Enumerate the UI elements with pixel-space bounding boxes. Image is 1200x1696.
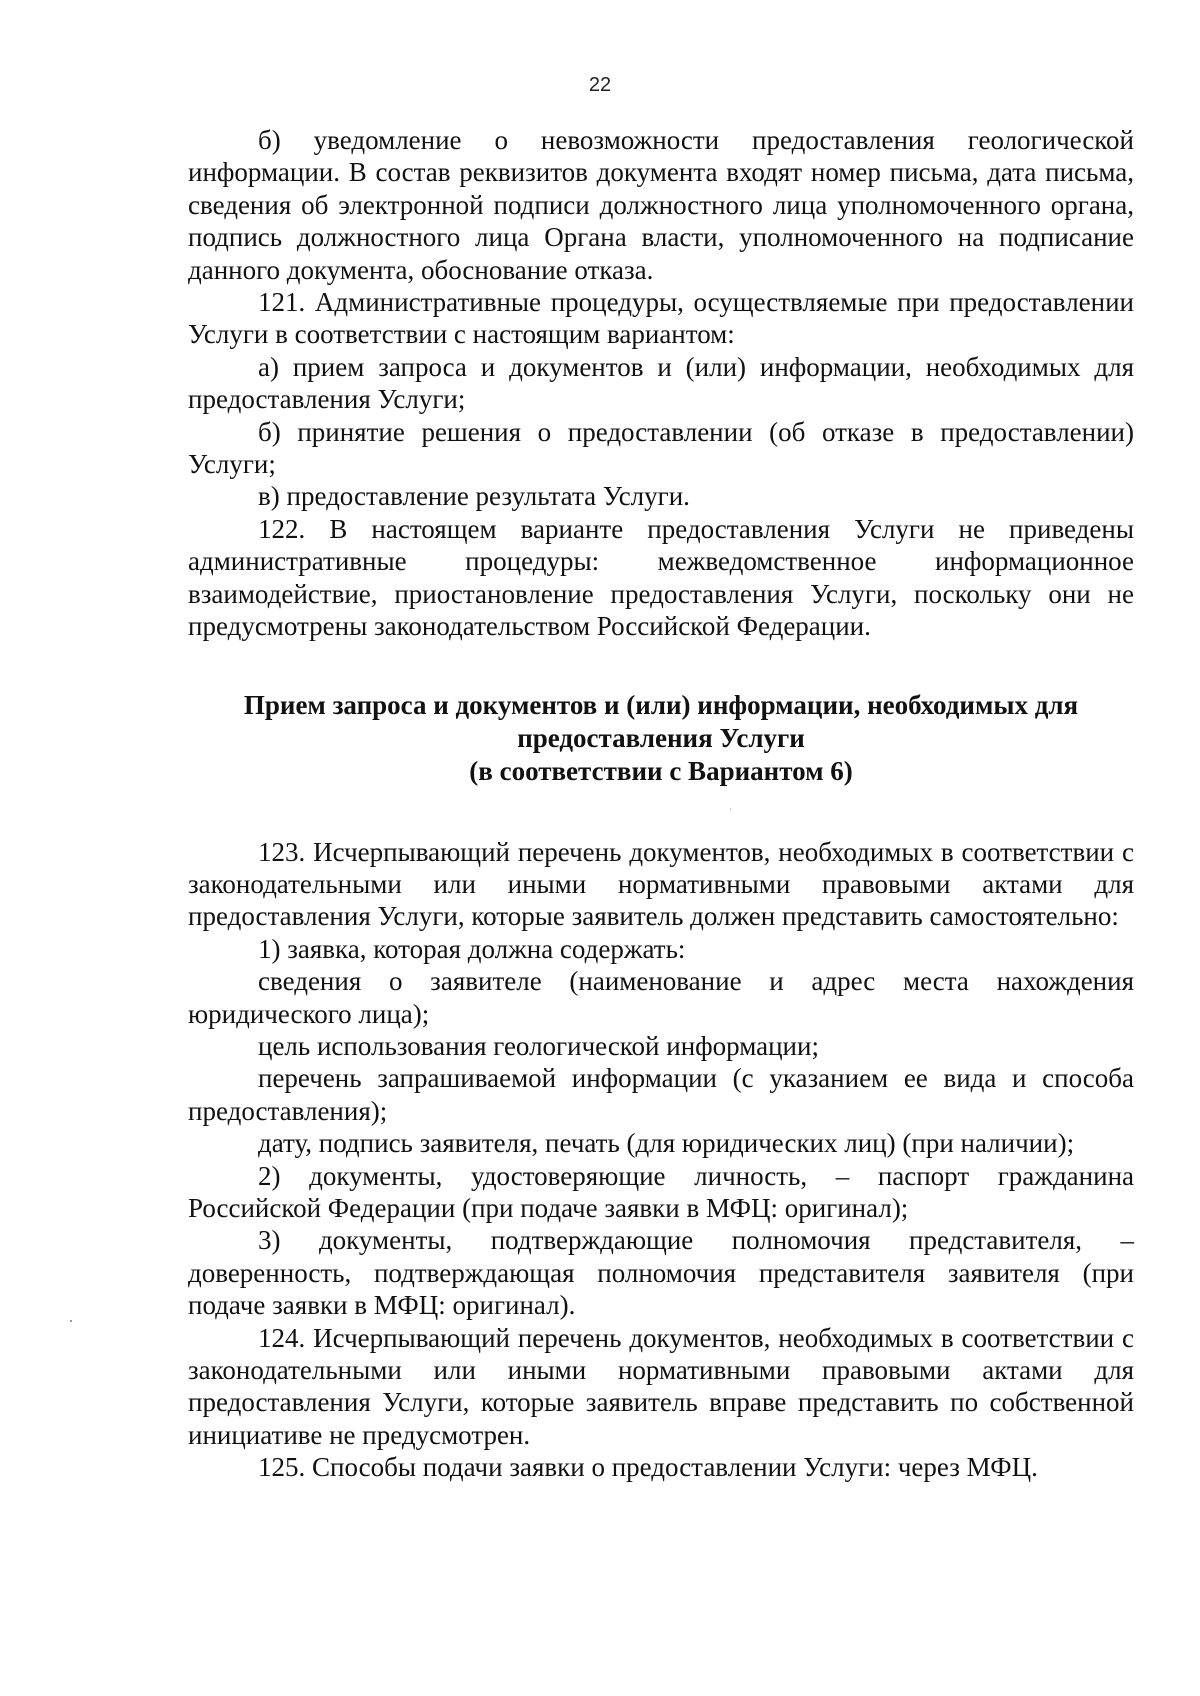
list-item-a: а) прием запроса и документов и (или) информации, необходимых для предоставления Услуги; [188,351,1134,415]
sub-item-requested-info: перечень запрашиваемой информации (с указанием ее вида и способа предоставления); [188,1063,1134,1126]
list-item-1: 1) заявка, которая должна содержать: [258,933,686,964]
list-item-3: 3) документы, подтверждающие полномочия представителя, – доверенность, подтверждающая полномочия представителя заявителя (при подаче заявки в МФЦ: оригинал). [188,1225,1134,1321]
sub-item-date-signature: дату, подпись заявителя, печать (для юридических лиц) (при наличии); [258,1128,1075,1159]
sub-item-applicant-info: сведения о заявителе (наименование и адрес места нахождения юридического лица); [188,966,1134,1029]
paragraph-121: 121. Административные процедуры, осуществляемые при предоставлении Услуги в соответствии с настоящим вариантом: [188,287,1134,350]
paragraph-b-notice: б) уведомление о невозможности предоставления геологической информации. В состав реквизитов документа входят номер письма, дата письма, сведения об электронной подписи должностного лица уполномоченного органа, подпись должностного лица Органа власти, уполномоченного на подписание данного документа, обоснование отказа. [188,125,1134,285]
paragraph-122: 122. В настоящем варианте предоставления Услуги не приведены административные процедуры: межведомственное информационное взаимодействие, приостановление предоставления Услуги, поскольку они не предусмотрены законодательством Российской Федерации. [188,513,1134,642]
document-body [188,124,1134,1484]
paragraph-123: 123. Исчерпывающий перечень документов, необходимых в соответствии с законодательными или иными нормативными правовыми актами для предоставления Услуги, которые заявитель должен представить самостоятельно: [188,836,1134,932]
sub-item-purpose: цель использования геологической информации; [258,1030,819,1061]
section-heading-line-1: Прием запроса и документов и (или) информации, необходимых для [243,689,1079,720]
section-heading-line-3: (в соответствии с Вариантом 6) [469,755,853,786]
section-heading-line-2: предоставления Услуги [517,722,805,753]
paragraph-124: 124. Исчерпывающий перечень документов, необходимых в соответствии с законодательными или иными нормативными правовыми актами для предоставления Услуги, которые заявитель вправе представить по собственной инициативе не предусмотрен. [188,1322,1134,1450]
paragraph-125: 125. Способы подачи заявки о предоставлении Услуги: через МФЦ. [258,1452,1038,1483]
scan-speck [70,1320,72,1322]
list-item-v: в) предоставление результата Услуги. [258,481,690,512]
section-heading [188,689,1134,788]
list-item-b: б) принятие решения о предоставлении (об отказе в предоставлении) Услуги; [188,416,1134,480]
scan-speck [730,808,731,810]
list-item-2: 2) документы, удостоверяющие личность, – паспорт гражданина Российской Федерации (при подаче заявки в МФЦ: оригинал); [188,1160,1134,1223]
page-number: 22 [588,74,612,96]
